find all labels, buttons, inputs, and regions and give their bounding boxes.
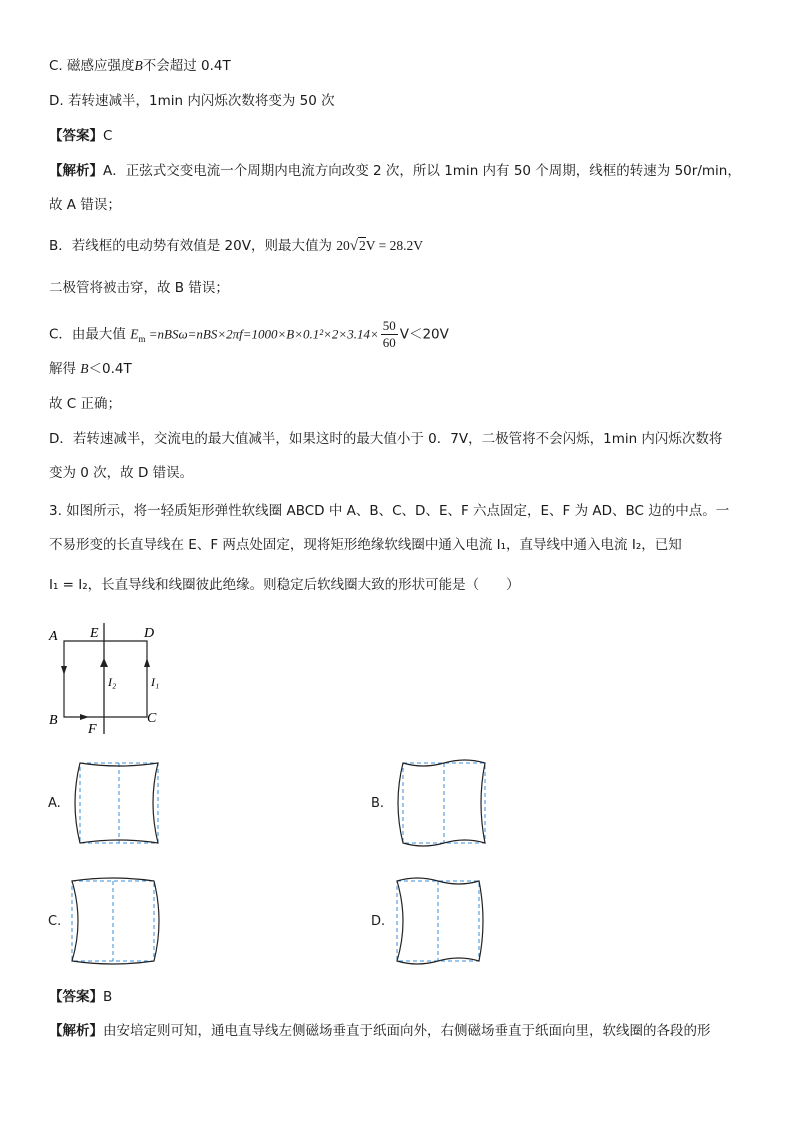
analysis-d-line1: D．若转速减半，交流电的最大值减半，如果这时的最大值小于 0．7V，二极管将不会闪烁，1min 内闪烁次数将 (49, 431, 723, 447)
option-b-figure (393, 757, 493, 852)
svg-text:A: A (49, 629, 58, 644)
option-d-label: D. (371, 914, 386, 929)
arrow-down-icon (61, 666, 67, 675)
fraction: $\frac{50}{60}$ (382, 318, 396, 350)
answer-1: 【答案】C (49, 128, 113, 144)
arrow-right-icon (80, 714, 89, 720)
option-d-figure (391, 875, 491, 970)
svg-text:D: D (144, 626, 155, 641)
arrow-up-icon (144, 658, 150, 667)
analysis-a-line2: 故 A 错误； (49, 197, 121, 213)
option-a-figure (70, 757, 165, 852)
analysis-b-line1: B．若线框的电动势有效值是 20V，则最大值为 20√2V = 28.2V (49, 238, 423, 254)
svg-text:F: F (88, 722, 97, 737)
analysis-b-line2: 二极管将被击穿，故 B 错误； (49, 280, 229, 296)
svg-text:E: E (90, 626, 99, 641)
analysis-a-line1: 【解析】A．正弦式交变电流一个周期内电流方向改变 2 次，所以 1min 内有 50 个周期，线框的转速为 50r/min， (49, 163, 741, 179)
analysis-c-line1: C．由最大值 $E_m =nBS\omega=nBS\times 2\pi f=1000\times B\times 0.1^2\times 2\times 3.14\times$ $\frac{50}{60}$ V＜20V (49, 318, 449, 350)
option-d-line: D. 若转速减半，1min 内闪烁次数将变为 50 次 (49, 93, 335, 109)
svg-text:B: B (49, 713, 58, 728)
question-3-line1: 3. 如图所示，将一轻质矩形弹性软线圈 ABCD 中 A、B、C、D、E、F 六点固定，E、F 为 AD、BC 边的中点。一 (49, 503, 730, 519)
coil-figure (40, 618, 180, 743)
analysis-c-line3: 故 C 正确； (49, 396, 122, 412)
question-3-line3: I₁ = I₂，长直导线和线圈彼此绝缘。则稳定后软线圈大致的形状可能是（ ） (49, 577, 520, 593)
analysis-d-line2: 变为 0 次，故 D 错误。 (49, 465, 194, 481)
svg-text:I₂: I₂ (108, 675, 117, 689)
analysis-2-line1: 【解析】由安培定则可知，通电直导线左侧磁场垂直于纸面向外，右侧磁场垂直于纸面向里，软线圈的各段的形 (49, 1023, 711, 1039)
option-c-label: C. (48, 914, 62, 929)
svg-text:I₁: I₁ (151, 675, 160, 689)
option-b-label: B. (371, 796, 385, 811)
rms-formula: 20√2V = 28.2V (336, 238, 423, 254)
analysis-c-line2: 解得 B＜0.4T (49, 361, 132, 377)
svg-text:C: C (147, 711, 157, 726)
answer-2: 【答案】B (49, 989, 113, 1005)
option-c-line: C. 磁感应强度B不会超过 0.4T (49, 58, 231, 74)
arrow-up-icon (100, 658, 108, 667)
option-c-figure (66, 875, 166, 970)
option-a-label: A. (48, 796, 61, 811)
question-3-line2: 不易形变的长直导线在 E、F 两点处固定，现将矩形绝缘软线圈中通入电流 I₁，直导线中通入电流 I₂，已知 (49, 537, 682, 553)
